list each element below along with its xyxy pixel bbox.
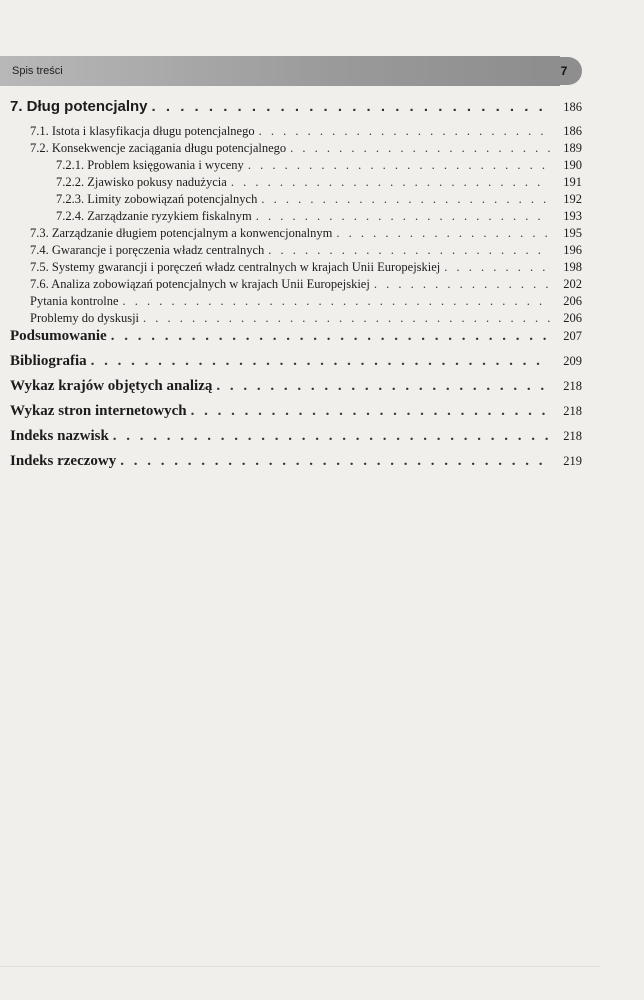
- toc-entry-podsumowanie[interactable]: [10, 328, 582, 345]
- toc-entry-title: 7.2.4. Zarządzanie ryzykiem fiskalnym: [56, 209, 252, 223]
- leader-dots: [248, 158, 550, 173]
- toc-entry-page: 186: [563, 100, 582, 114]
- toc-entry[interactable]: [56, 209, 582, 224]
- toc-entry-wykaz-stron[interactable]: [10, 403, 582, 420]
- toc-entry-page: 198: [563, 260, 582, 274]
- leader-dots: [216, 378, 550, 395]
- toc-entry-title: 7.5. Systemy gwarancji i poręczeń władz centralnych w krajach Unii Europejskiej: [30, 260, 441, 274]
- toc-entry[interactable]: [30, 141, 582, 156]
- toc-entry-title: 7.2.1. Problem księgowania i wyceny: [56, 158, 244, 172]
- toc-entry-title: Wykaz stron internetowych: [10, 403, 187, 419]
- toc-entry-title: 7.4. Gwarancje i poręczenia władz centralnych: [30, 243, 265, 257]
- toc-entry-title: Indeks rzeczowy: [10, 453, 117, 469]
- leader-dots: [152, 98, 550, 115]
- toc-entry-title: Wykaz krajów objętych analizą: [10, 378, 213, 394]
- toc-entry[interactable]: [30, 124, 582, 139]
- toc-entry-page: 202: [563, 277, 582, 291]
- toc-entry[interactable]: [30, 294, 582, 309]
- toc-entry-title: 7.1. Istota i klasyfikacja długu potencjalnego: [30, 124, 255, 138]
- leader-dots: [256, 209, 550, 224]
- toc-entry-title: Pytania kontrolne: [30, 294, 119, 308]
- toc-entry[interactable]: [56, 175, 582, 190]
- toc-entry-indeks-nazwisk[interactable]: [10, 428, 582, 445]
- leader-dots: [123, 294, 550, 309]
- leader-dots: [290, 141, 550, 156]
- toc-entry[interactable]: [30, 243, 582, 258]
- leader-dots: [336, 226, 550, 241]
- toc-entry-page: 189: [563, 141, 582, 155]
- toc-chapter-7[interactable]: [10, 98, 582, 115]
- leader-dots: [111, 328, 550, 345]
- toc-entry-page: 192: [563, 192, 582, 206]
- toc-entry[interactable]: [30, 260, 582, 275]
- toc-entry-title: Bibliografia: [10, 353, 87, 369]
- toc-entry-title: Indeks nazwisk: [10, 428, 109, 444]
- toc-entry-wykaz-krajow[interactable]: [10, 378, 582, 395]
- toc-entry-page: 207: [563, 329, 582, 343]
- leader-dots: [268, 243, 550, 258]
- toc-entry-title: Podsumowanie: [10, 328, 107, 344]
- toc-entry-bibliografia[interactable]: [10, 353, 582, 370]
- toc-entry[interactable]: [30, 226, 582, 241]
- toc-entry-title: Problemy do dyskusji: [30, 311, 140, 325]
- leader-dots: [444, 260, 550, 275]
- toc-entry-page: 186: [563, 124, 582, 138]
- toc-entry-title: 7.2.2. Zjawisko pokusy nadużycia: [56, 175, 227, 189]
- toc-entry-page: 206: [563, 311, 582, 325]
- toc-entry-page: 218: [563, 379, 582, 393]
- toc-entry-title: 7.6. Analiza zobowiązań potencjalnych w krajach Unii Europejskiej: [30, 277, 370, 291]
- toc-entry-page: 190: [563, 158, 582, 172]
- toc-entry-page: 193: [563, 209, 582, 223]
- leader-dots: [120, 453, 550, 470]
- toc-entry-page: 209: [563, 354, 582, 368]
- leader-dots: [91, 353, 550, 370]
- running-header: [0, 56, 560, 86]
- toc-entry-page: 191: [563, 175, 582, 189]
- toc-entry[interactable]: [56, 158, 582, 173]
- toc-entry[interactable]: [30, 277, 582, 292]
- leader-dots: [261, 192, 550, 207]
- toc-entry-title: 7.2.3. Limity zobowiązań potencjalnych: [56, 192, 258, 206]
- toc-entry[interactable]: [30, 311, 582, 326]
- toc-entry-title: 7.2. Konsekwencje zaciągania długu potencjalnego: [30, 141, 287, 155]
- leader-dots: [259, 124, 550, 139]
- page-edge-shadow: [0, 966, 600, 967]
- leader-dots: [231, 175, 550, 190]
- running-header-label: Spis treści: [12, 65, 63, 77]
- toc-entry-indeks-rzeczowy[interactable]: [10, 453, 582, 470]
- leader-dots: [374, 277, 550, 292]
- toc-entry-page: 218: [563, 429, 582, 443]
- toc-entry-title: 7. Dług potencjalny: [10, 98, 148, 115]
- toc-entry-page: 219: [563, 454, 582, 468]
- toc-entry-page: 196: [563, 243, 582, 257]
- toc-entry-page: 206: [563, 294, 582, 308]
- leader-dots: [143, 311, 550, 326]
- toc-entry[interactable]: [56, 192, 582, 207]
- page-number: 7: [546, 57, 582, 85]
- toc-entry-page: 218: [563, 404, 582, 418]
- leader-dots: [191, 403, 550, 420]
- toc-entry-page: 195: [563, 226, 582, 240]
- toc-entry-title: 7.3. Zarządzanie długiem potencjalnym a konwencjonalnym: [30, 226, 333, 240]
- leader-dots: [113, 428, 550, 445]
